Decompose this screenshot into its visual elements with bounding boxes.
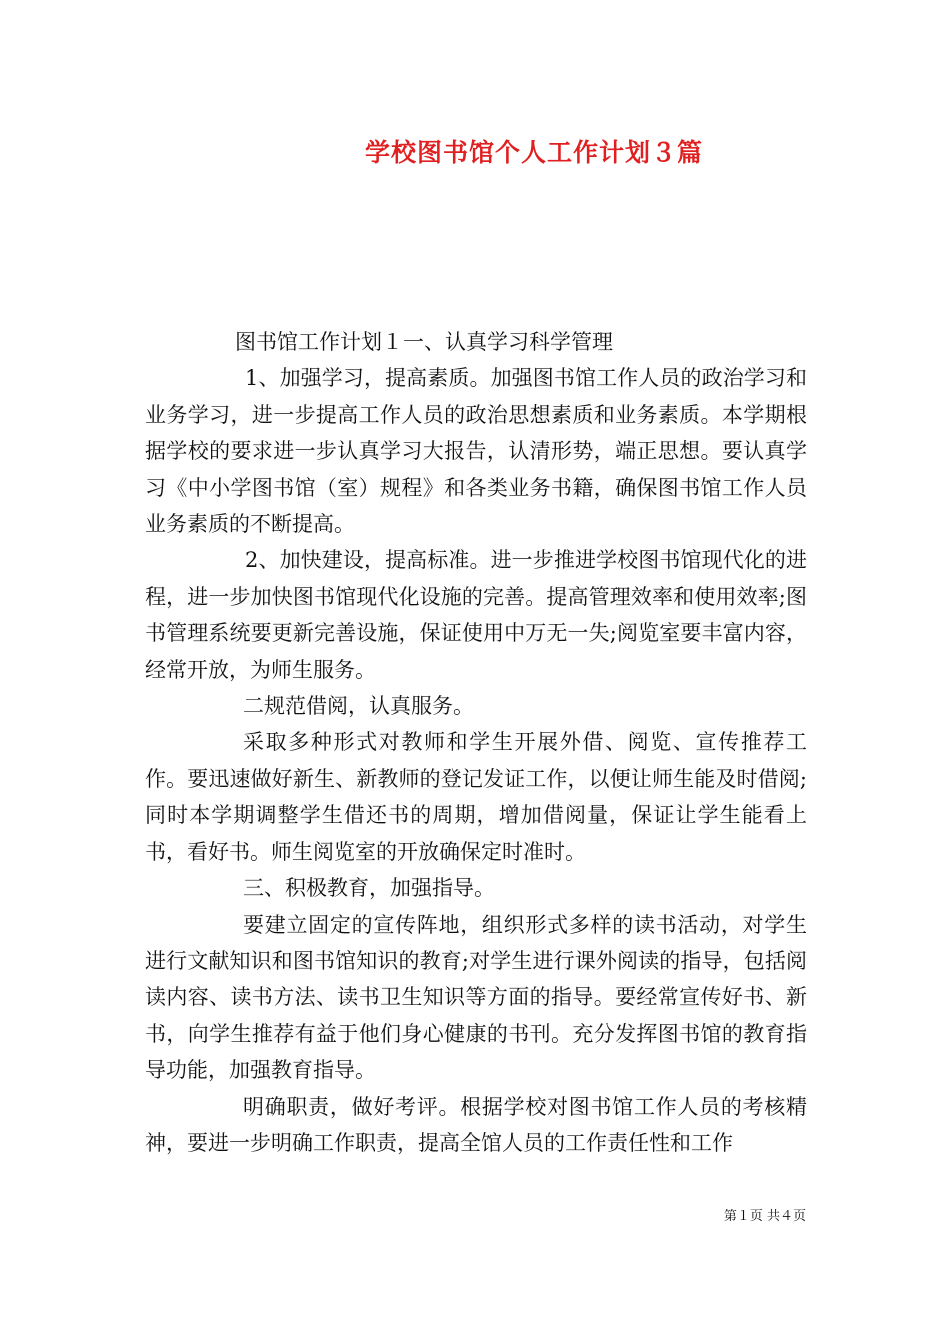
document-body — [145, 324, 807, 1161]
paragraph-heading-3: 三、积极教育，加强指导。 — [243, 876, 495, 901]
paragraph-2: 2、加快建设，提高标准。进一步推进学校图书馆现代化的进程，进一步加快图书馆现代化设施的完善。提高管理效率和使用效率;图书管理系统要更新完善设施，保证使用中万无一失;阅览室要丰富内容，经常开放，为师生服务。 — [145, 548, 807, 682]
paragraph-4: 要建立固定的宣传阵地，组织形式多样的读书活动，对学生进行文献知识和图书馆知识的教育;对学生进行课外阅读的指导，包括阅读内容、读书方法、读书卫生知识等方面的指导。要经常宣传好书、新书，向学生推荐有益于他们身心健康的书刊。充分发挥图书馆的教育指导功能，加强教育指导。 — [145, 912, 807, 1083]
paragraph-heading-2: 二规范借阅，认真服务。 — [243, 694, 474, 719]
paragraph-3: 采取多种形式对教师和学生开展外借、阅览、宣传推荐工作。要迅速做好新生、新教师的登记发证工作，以便让师生能及时借阅;同时本学期调整学生借还书的周期，增加借阅量，保证让学生能看上书，看好书。师生阅览室的开放确保定时准时。 — [145, 730, 807, 864]
paragraph-5: 明确职责，做好考评。根据学校对图书馆工作人员的考核精神，要进一步明确工作职责，提高全馆人员的工作责任性和工作 — [145, 1094, 807, 1155]
paragraph-1: 1、加强学习，提高素质。加强图书馆工作人员的政治学习和业务学习，进一步提高工作人员的政治思想素质和业务素质。本学期根据学校的要求进一步认真学习大报告，认清形势，端正思想。要认真学习《中小学图书馆（室）规程》和各类业务书籍，确保图书馆工作人员业务素质的不断提高。 — [145, 366, 807, 537]
paragraph-heading-1: 图书馆工作计划１一、认真学习科学管理 — [235, 330, 613, 354]
page-footer: 第１页 共４页 — [723, 1209, 806, 1224]
document-title: 学校图书馆个人工作计划３篇 — [364, 138, 703, 167]
